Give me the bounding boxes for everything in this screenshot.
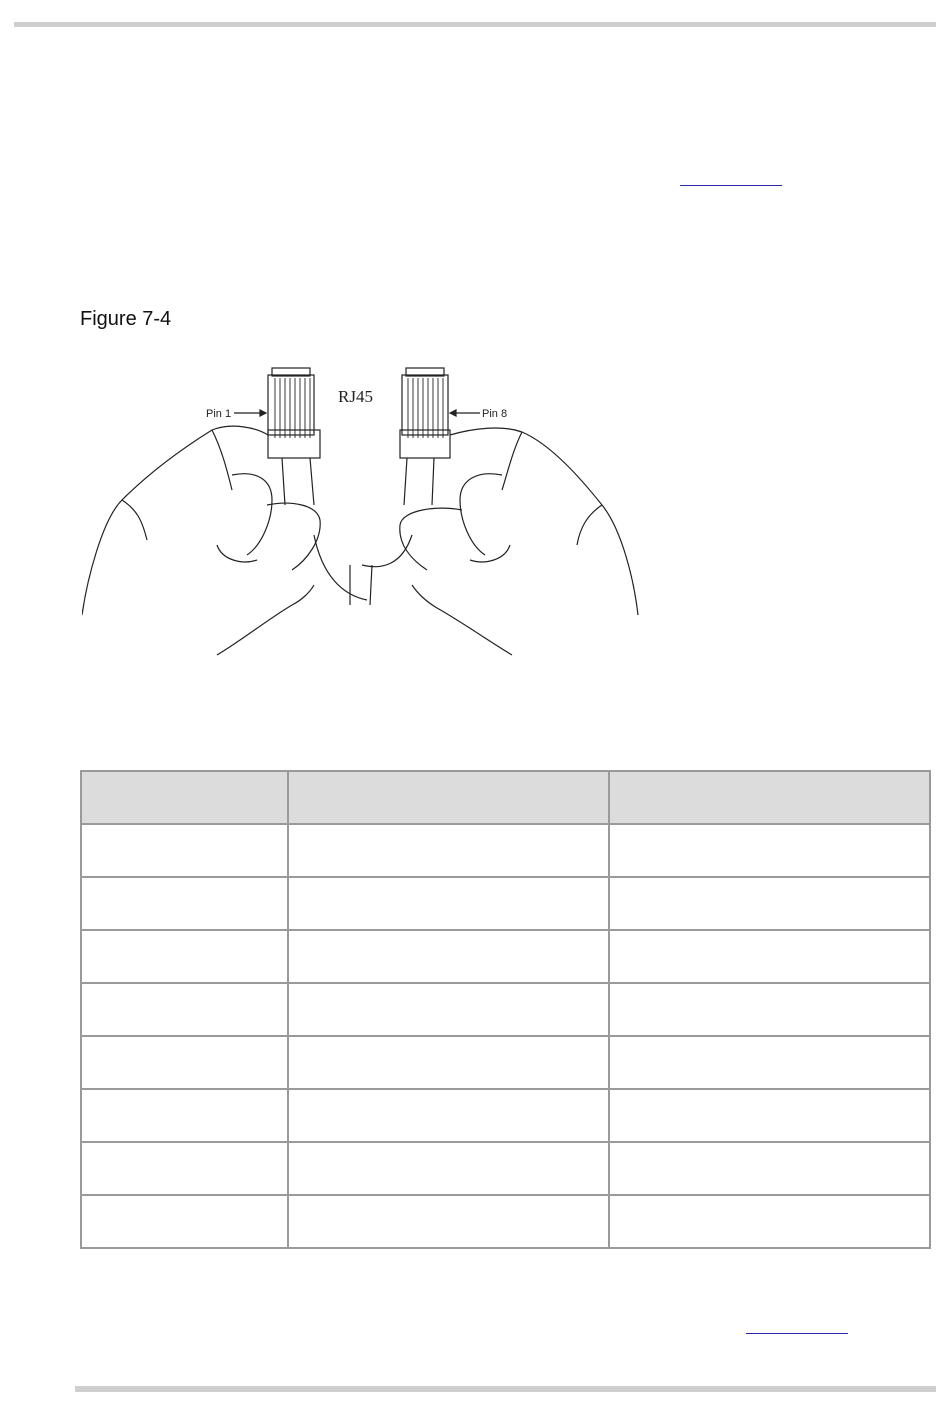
table-cell bbox=[81, 824, 288, 877]
figure-caption: Figure 7-4 bbox=[80, 308, 172, 330]
table-row bbox=[81, 1195, 930, 1248]
table-cell bbox=[609, 983, 931, 1036]
header-cell bbox=[81, 771, 288, 824]
table-row bbox=[81, 983, 930, 1036]
table-cell bbox=[81, 1195, 288, 1248]
rj45-hands-illustration bbox=[82, 360, 642, 660]
table-cell bbox=[288, 1195, 608, 1248]
table-cell bbox=[81, 877, 288, 930]
table-cell bbox=[609, 1142, 931, 1195]
table-cell bbox=[609, 877, 931, 930]
table-cell bbox=[288, 1089, 608, 1142]
table-cell bbox=[81, 1142, 288, 1195]
table-row bbox=[81, 1142, 930, 1195]
table-cell bbox=[609, 1089, 931, 1142]
hyperlink-underline[interactable] bbox=[680, 185, 782, 186]
table-cell bbox=[609, 930, 931, 983]
table-row bbox=[81, 1036, 930, 1089]
table-header-row bbox=[81, 771, 930, 824]
table-cell bbox=[81, 1036, 288, 1089]
table-row bbox=[81, 1089, 930, 1142]
pin1-label: Pin 1 bbox=[206, 408, 232, 420]
pinout-table bbox=[80, 770, 931, 1249]
rj45-label: RJ45 bbox=[338, 387, 373, 406]
table-row bbox=[81, 930, 930, 983]
header-cell bbox=[288, 771, 608, 824]
table-row bbox=[81, 877, 930, 930]
table-cell bbox=[288, 983, 608, 1036]
hyperlink-underline[interactable] bbox=[746, 1333, 848, 1334]
table-row bbox=[81, 824, 930, 877]
table-cell bbox=[609, 824, 931, 877]
table-cell bbox=[288, 877, 608, 930]
top-rule bbox=[14, 22, 936, 27]
table-cell bbox=[288, 930, 608, 983]
table-cell bbox=[288, 824, 608, 877]
table-cell bbox=[288, 1142, 608, 1195]
table-cell bbox=[81, 983, 288, 1036]
bottom-rule bbox=[75, 1386, 936, 1392]
pin8-label: Pin 8 bbox=[482, 408, 508, 420]
table-cell bbox=[609, 1195, 931, 1248]
table-cell bbox=[609, 1036, 931, 1089]
table-cell bbox=[81, 1089, 288, 1142]
table-cell bbox=[81, 930, 288, 983]
table-cell bbox=[288, 1036, 608, 1089]
header-cell bbox=[609, 771, 931, 824]
right-connector-body bbox=[402, 375, 448, 435]
